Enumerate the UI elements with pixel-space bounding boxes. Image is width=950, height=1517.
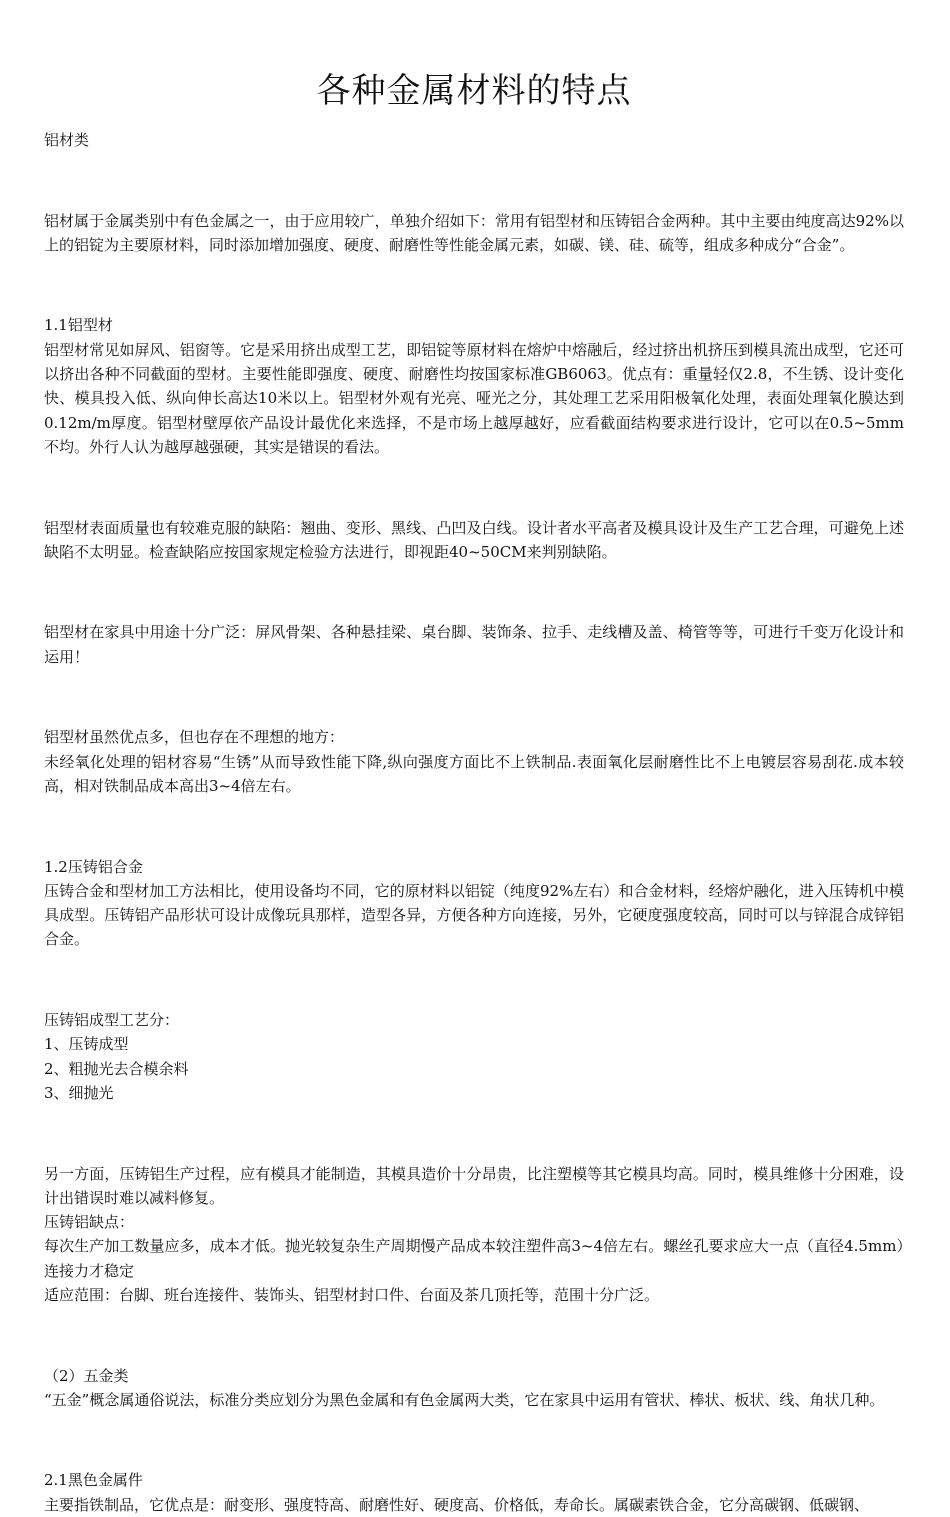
paragraph-line: 2、粗抛光去合模余料	[44, 1059, 189, 1078]
paragraph-line: 铝型材虽然优点多，但也存在不理想的地方：	[44, 728, 345, 747]
paragraph-line: 主要指铁制品，它优点是：耐变形、强度特高、耐磨性好、硬度高、价格低，寿命长。属碳素铁合金，它分高碳钢、低碳钢、	[44, 1495, 870, 1514]
paragraph-line: 适应范围：台脚、班台连接件、装饰头、铝型材封口件、台面及茶几顶托等，范围十分广泛。	[44, 1285, 660, 1304]
paragraph-line: 另一方面，压铸铝生产过程，应有模具才能制造，其模具造价十分昂贵，比注塑模等其它模具均高。同时，模具维修十分困难，设计出错误时难以减料修复。	[44, 1164, 904, 1207]
paragraph-line: 铝型材表面质量也有较难克服的缺陷：翘曲、变形、黑线、凸凹及白线。设计者水平高者及模具设计及生产工艺合理，可避免上述缺陷不太明显。检查缺陷应按国家规定检验方法进行，即视距40~50CM来判别缺陷。	[44, 518, 904, 561]
paragraph-line: 铝材类	[44, 131, 90, 149]
paragraph-line: 每次生产加工数量应多，成本才低。抛光较复杂生产周期慢产品成本较注塑件高3~4倍左右。螺丝孔要求应大一点（直径4.5mm）连接力才稳定	[44, 1237, 904, 1280]
blank-line	[44, 968, 904, 992]
document-page	[44, 66, 904, 1517]
blank-line	[44, 1428, 904, 1452]
paragraph-line: 1.1铝型材	[44, 316, 113, 335]
paragraph-line: 2.1黑色金属件	[44, 1471, 143, 1490]
paragraph-line: 1.2压铸铝合金	[44, 857, 143, 876]
blank-line	[44, 475, 904, 499]
blank-line	[44, 580, 904, 604]
paragraph-line: 压铸合金和型材加工方法相比，使用设备均不同，它的原材料以铝锭（纯度92%左右）和合金材料，经熔炉融化，进入压铸机中模具成型。压铸铝产品形状可设计成像玩具那样，造型各异，方便各种方向连接，另外，它硬度强度较高，同时可以与锌混合成锌铝合金。	[44, 881, 904, 949]
paragraph-line: 铝材属于金属类别中有色金属之一，由于应用较广，单独介绍如下：常用有铝型材和压铸铝合金两种。其中主要由纯度高达92%以上的铝锭为主要原材料，同时添加增加强度、硬度、耐磨性等性能金属元素，如碳、镁、硅、硫等，组成多种成分“合金”。	[44, 211, 904, 254]
paragraph-line: “五金”概念属通俗说法，标准分类应划分为黑色金属和有色金属两大类，它在家具中运用有管状、棒状、板状、线、角状几种。	[44, 1390, 885, 1409]
paragraph-line: 压铸铝成型工艺分：	[44, 1011, 180, 1030]
paragraph-line: 3、细抛光	[44, 1083, 114, 1102]
document-title: 各种金属材料的特点	[316, 71, 632, 111]
paragraph-line: （2）五金类	[44, 1366, 129, 1385]
blank-line	[44, 273, 904, 297]
paragraph-line: 压铸铝缺点：	[44, 1213, 135, 1232]
blank-line	[44, 1121, 904, 1145]
blank-line	[44, 685, 904, 709]
paragraph-line: 1、压铸成型	[44, 1035, 129, 1054]
paragraph-line: 铝型材常见如屏风、铝窗等。它是采用挤出成型工艺，即铝锭等原材料在熔炉中熔融后，经过挤出机挤压到模具流出成型，它还可以挤出各种不同截面的型材。主要性能即强度、硬度、耐磨性均按国家标准GB6063。优点有：重量轻仅2.8，不生锈、设计变化快、模具投入低、纵向伸长高达10米以上。铝型材外观有光亮、哑光之分，其处理工艺采用阳极氧化处理，表面处理氧化膜达到0.12m/m厚度。铝型材壁厚依产品设计最优化来选择，不是市场上越厚越好，应看截面结构要求进行设计，它可以在0.5~5mm不均。外行人认为越厚越强硬，其实是错误的看法。	[44, 340, 904, 456]
paragraph-line: 未经氧化处理的铝材容易“生锈”从而导致性能下降,纵向强度方面比不上铁制品.表面氧化层耐磨性比不上电镀层容易刮花.成本较高，相对铁制品成本高出3~4倍左右。	[44, 752, 904, 795]
paragraph-line: 铝型材在家具中用途十分广泛：屏风骨架、各种悬挂梁、桌台脚、装饰条、拉手、走线槽及盖、椅管等等，可进行千变万化设计和运用！	[44, 623, 904, 666]
blank-line	[44, 814, 904, 838]
document-body	[44, 128, 904, 1517]
blank-line	[44, 168, 904, 192]
